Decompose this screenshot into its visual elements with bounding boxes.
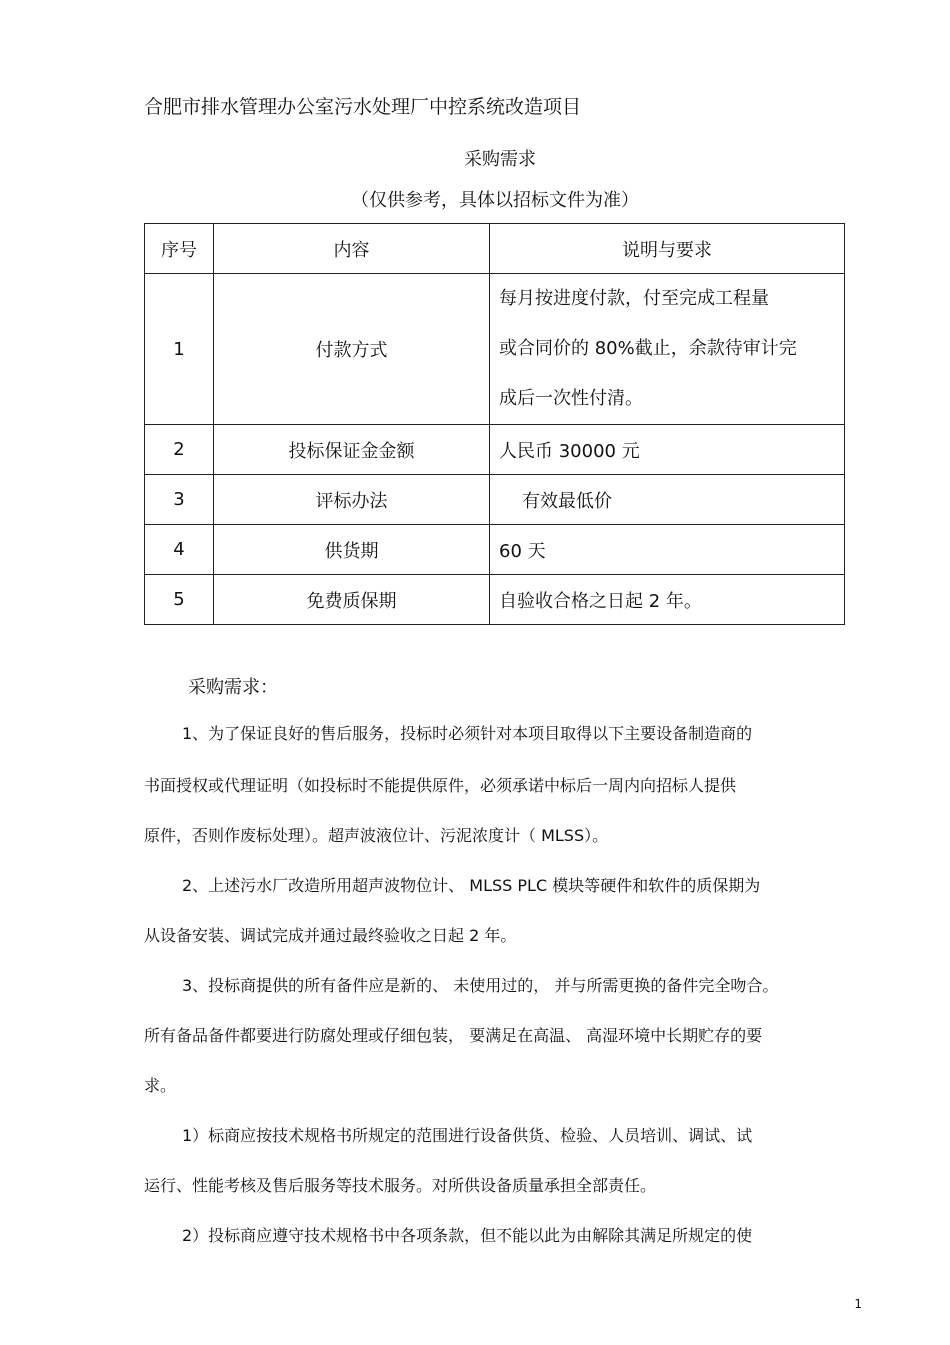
paragraph-line: 2、上述污水厂改造所用超声波物位计、 MLSS PLC 模块等硬件和软件的质保期为 [182,876,761,895]
table-row [145,274,845,425]
table-header-row [145,224,845,274]
paragraph-line: 2）投标商应遵守技术规格书中各项条款，但不能以此为由解除其满足所规定的使 [182,1226,753,1245]
row-description: 有效最低价 [490,475,845,525]
paragraph-line: 运行、性能考核及售后服务等技术服务。对所供设备质量承担全部责任。 [144,1176,657,1195]
row-description: 人民币 30000 元 [490,425,845,475]
row-description: 60 天 [490,525,845,575]
description-line: 或合同价的 80%截止，余款待审计完 [499,338,797,359]
row-item: 投标保证金金额 [214,425,490,475]
header-content: 内容 [214,224,490,274]
row-item: 供货期 [214,525,490,575]
row-description: 自验收合格之日起 2 年。 [490,575,845,625]
paragraph-line: 3、投标商提供的所有备件应是新的、 未使用过的， 并与所需更换的备件完全吻合。 [182,976,779,995]
row-item: 免费质保期 [214,575,490,625]
row-description [490,274,845,425]
row-item: 评标办法 [214,475,490,525]
section-heading: 采购需求： [188,677,278,698]
row-number: 4 [145,525,214,575]
row-number: 1 [145,274,214,425]
reference-note: （仅供参考，具体以招标文件为准） [351,190,639,211]
row-number: 3 [145,475,214,525]
paragraph-line: 书面授权或代理证明（如投标时不能提供原件，必须承诺中标后一周内向招标人提供 [144,776,737,795]
table-row [145,475,845,525]
document-subtitle: 采购需求 [464,149,536,170]
requirements-table [144,223,845,625]
paragraph-line: 原件，否则作废标处理）。超声波液位计、污泥浓度计（ MLSS）。 [144,826,609,845]
description-line: 成后一次性付清。 [499,388,643,409]
paragraph-line: 求。 [144,1076,177,1095]
paragraph-line: 1、为了保证良好的售后服务，投标时必须针对本项目取得以下主要设备制造商的 [182,724,753,743]
row-item: 付款方式 [214,274,490,425]
table-row [145,525,845,575]
row-number: 2 [145,425,214,475]
page-number: 1 [854,1297,862,1311]
header-number: 序号 [145,224,214,274]
header-description: 说明与要求 [490,224,845,274]
description-line: 每月按进度付款，付至完成工程量 [499,288,769,309]
document-title: 合肥市排水管理办公室污水处理厂中控系统改造项目 [144,96,582,118]
table-row [145,575,845,625]
table-row [145,425,845,475]
row-number: 5 [145,575,214,625]
paragraph-line: 所有备品备件都要进行防腐处理或仔细包装， 要满足在高温、 高湿环境中长期贮存的要 [144,1026,763,1045]
paragraph-line: 1）标商应按技术规格书所规定的范围进行设备供货、检验、人员培训、调试、试 [182,1126,753,1145]
paragraph-line: 从设备安装、调试完成并通过最终验收之日起 2 年。 [144,926,517,945]
